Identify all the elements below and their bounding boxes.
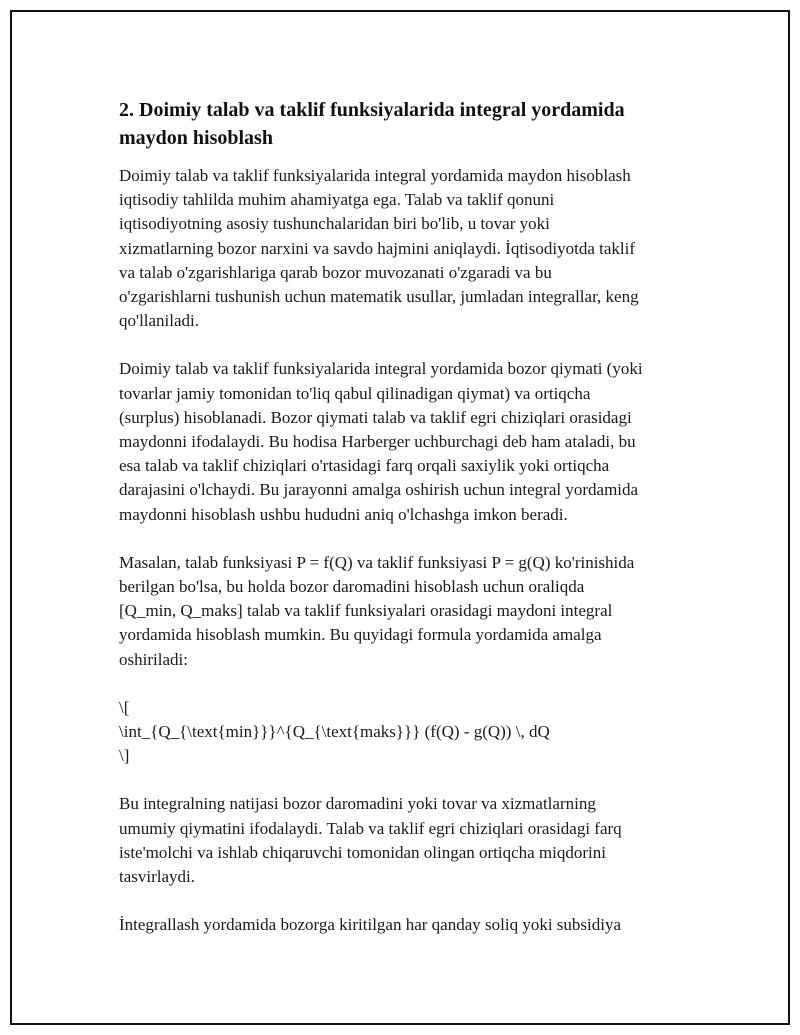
paragraph-line: qo'llaniladi. (119, 311, 200, 331)
paragraph-line: \] (119, 746, 130, 766)
paragraph-list (119, 164, 699, 937)
section-heading-line: maydon hisoblash (119, 127, 273, 149)
paragraph-gap (119, 672, 699, 696)
paragraph (119, 357, 699, 526)
paragraph-line: \int_{Q_{\text{min}}}^{Q_{\text{maks}}} (f(Q) - g(Q)) \, dQ (119, 722, 550, 742)
paragraph-gap (119, 768, 699, 792)
paragraph-line: İntegrallash yordamida bozorga kiritilgan har qanday soliq yoki subsidiya (119, 915, 622, 935)
paragraph-line: iste'molchi va ishlab chiqaruvchi tomonidan olingan ortiqcha miqdorini (119, 842, 606, 862)
paragraph-line: (surplus) hisoblanadi. Bozor qiymati talab va taklif egri chiziqlari orasidagi (119, 407, 632, 427)
paragraph-line: darajasini o'lchaydi. Bu jarayonni amalga oshirish uchun integral yordamida (119, 480, 639, 500)
paragraph-line: umumiy qiymatini ifodalaydi. Talab va taklif egri chiziqlari orasidagi farq (119, 818, 622, 838)
paragraph-line: Masalan, talab funksiyasi P = f(Q) va taklif funksiyasi P = g(Q) ko'rinishida (119, 552, 635, 572)
page-frame (10, 10, 790, 1025)
paragraph-line: Doimiy talab va taklif funksiyalarida integral yordamida bozor qiymati (yoki (119, 359, 643, 379)
section-heading-line: 2. Doimiy talab va taklif funksiyalarida integral yordamida (119, 99, 625, 121)
paragraph-line: va talab o'zgarishlariga qarab bozor muvozanati o'zgaradi va bu (119, 262, 552, 282)
paragraph-line: esa talab va taklif chiziqlari o'rtasidagi farq orqali saxiylik yoki ortiqcha (119, 456, 610, 476)
paragraph-gap (119, 333, 699, 357)
paragraph (119, 913, 699, 937)
paragraph-line: \[ (119, 697, 130, 717)
paragraph-line: tovarlar jamiy tomonidan to'liq qabul qilinadigan qiymat) va ortiqcha (119, 383, 591, 403)
formula-block (119, 696, 699, 769)
paragraph-line: xizmatlarning bozor narxini va savdo hajmini aniqlaydi. İqtisodiyotda taklif (119, 238, 636, 258)
paragraph-line: iqtisodiyotning asosiy tushunchalaridan biri bo'lib, u tovar yoki (119, 214, 550, 234)
paragraph-line: yordamida hisoblash mumkin. Bu quyidagi formula yordamida amalga (119, 625, 602, 645)
paragraph (119, 551, 699, 672)
paragraph-line: o'zgarishlarni tushunish uchun matematik usullar, jumladan integrallar, keng (119, 287, 639, 307)
paragraph (119, 164, 699, 333)
paragraph-gap (119, 889, 699, 913)
paragraph-line: Bu integralning natijasi bozor daromadini yoki tovar va xizmatlarning (119, 794, 596, 814)
paragraph-line: maydonni ifodalaydi. Bu hodisa Harberger uchburchagi deb ham ataladi, bu (119, 432, 636, 452)
paragraph (119, 792, 699, 889)
paragraph-line: berilgan bo'lsa, bu holda bozor daromadini hisoblash uchun oraliqda (119, 577, 585, 597)
paragraph-line: Doimiy talab va taklif funksiyalarida integral yordamida maydon hisoblash (119, 166, 631, 185)
paragraph-line: iqtisodiy tahlilda muhim ahamiyatga ega. Talab va taklif qonuni (119, 190, 555, 210)
paragraph-line: tasvirlaydi. (119, 867, 196, 887)
paragraph-line: oshiriladi: (119, 649, 188, 669)
paragraph-line: maydonni hisoblash ushbu hududni aniq o'lchashga imkon beradi. (119, 504, 568, 524)
document-body (119, 96, 699, 937)
paragraph-gap (119, 527, 699, 551)
section-heading (119, 96, 699, 152)
paragraph-line: [Q_min, Q_maks] talab va taklif funksiyalari orasidagi maydoni integral (119, 601, 613, 621)
